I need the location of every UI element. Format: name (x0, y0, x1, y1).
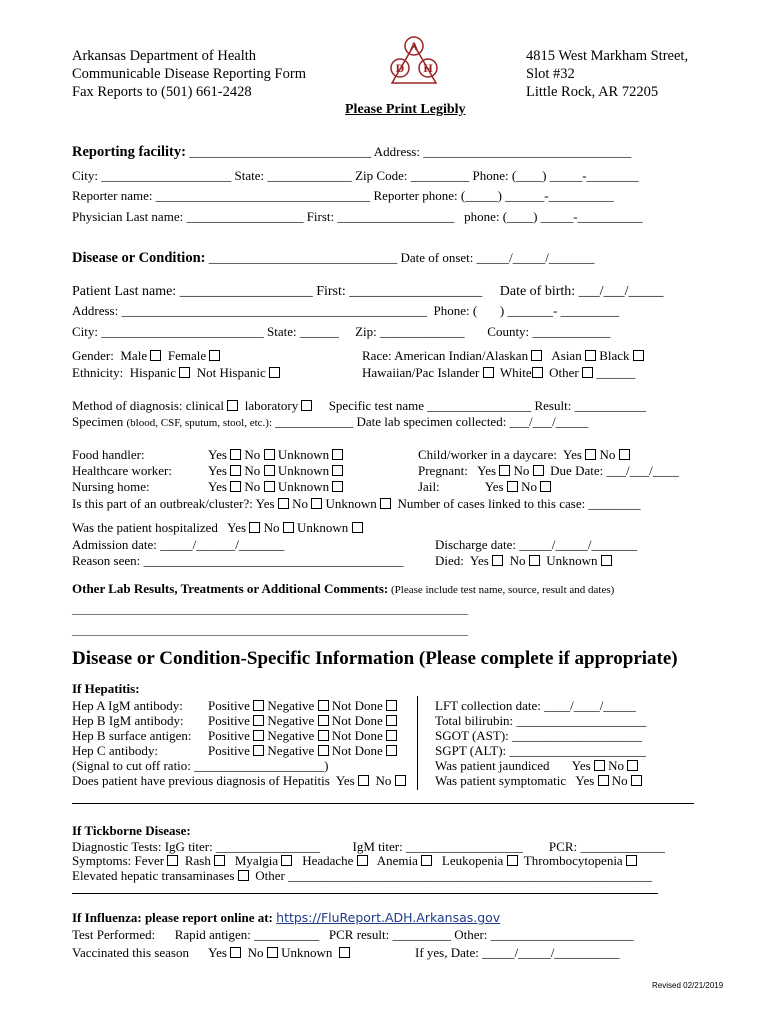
food-handler-options: Yes No Unknown (208, 447, 343, 462)
hep-a-options: Positive Negative Not Done (208, 698, 397, 713)
agency-name: Arkansas Department of Health (72, 48, 257, 64)
died-yes-checkbox[interactable] (492, 555, 503, 566)
fever-checkbox[interactable] (167, 855, 178, 866)
myalgia-checkbox[interactable] (281, 855, 292, 866)
symptomatic-yes-checkbox[interactable] (598, 775, 609, 786)
died-unknown-checkbox[interactable] (601, 555, 612, 566)
nursing-home-label: Nursing home: (72, 479, 150, 494)
comments-line-1[interactable]: ________________________________________________________________________ (72, 604, 468, 616)
not-hispanic-checkbox[interactable] (269, 367, 280, 378)
hepatitis-divider (417, 696, 418, 790)
outbreak-unknown-checkbox[interactable] (380, 498, 391, 509)
symptomatic-no-checkbox[interactable] (631, 775, 642, 786)
hep-b-igm-label: Hep B IgM antibody: (72, 713, 184, 728)
hep-b-igm-notdone-checkbox[interactable] (386, 715, 397, 726)
hep-b-igm-options: Positive Negative Not Done (208, 713, 397, 728)
gender-row: Gender: Male Female (72, 348, 220, 363)
address-city: Little Rock, AR 72205 (526, 84, 659, 100)
address-street: 4815 West Markham Street, (526, 48, 689, 64)
reporter-name-line[interactable]: Reporter name: _________________________________ Reporter phone: (_____) ______-__________ (72, 188, 614, 203)
influenza-tests-row[interactable]: Test Performed: Rapid antigen: __________ PCR result: _________ Other: ______________________ (72, 927, 634, 942)
jaundiced-no-checkbox[interactable] (627, 760, 638, 771)
pregnant-row: Pregnant: Yes No Due Date: ___/___/____ (418, 463, 679, 478)
cases-linked-field[interactable]: Number of cases linked to this case: ________ (397, 496, 641, 511)
disease-condition-line[interactable]: Disease or Condition: _____________________________ Date of onset: _____/_____/_______ (72, 250, 595, 266)
flu-report-link[interactable]: https://FluReport.ADH.Arkansas.gov (276, 910, 501, 925)
daycare-no-checkbox[interactable] (619, 449, 630, 460)
hep-b-surface-negative-checkbox[interactable] (318, 730, 329, 741)
daycare-yes-checkbox[interactable] (585, 449, 596, 460)
outbreak-no-checkbox[interactable] (311, 498, 322, 509)
food-no-checkbox[interactable] (264, 449, 275, 460)
hep-b-igm-negative-checkbox[interactable] (318, 715, 329, 726)
vaccinated-row: Vaccinated this season Yes No Unknown (72, 945, 350, 960)
bilirubin-field[interactable]: Total bilirubin: ____________________ (435, 713, 647, 728)
previous-hepatitis-row: Does patient have previous diagnosis of Hepatitis Yes No (72, 773, 406, 788)
hospitalized-yes-checkbox[interactable] (249, 522, 260, 533)
hep-b-igm-positive-checkbox[interactable] (253, 715, 264, 726)
logo-letter-a: A (409, 39, 419, 53)
anemia-checkbox[interactable] (421, 855, 432, 866)
symptomatic-row: Was patient symptomatic Yes No (435, 773, 642, 788)
white-checkbox[interactable] (532, 367, 543, 378)
hep-a-label: Hep A IgM antibody: (72, 698, 183, 713)
black-checkbox[interactable] (633, 350, 644, 361)
vaccinated-yes-checkbox[interactable] (230, 947, 241, 958)
logo-letter-d: D (395, 61, 405, 75)
tickborne-other-field[interactable]: ________________________________________________________ (284, 868, 653, 883)
hepatitis-bottom-rule (72, 803, 694, 804)
diagnosis-method-row: Method of diagnosis: clinical laboratory Specific test name ________________ Result: ___________ (72, 398, 647, 413)
address-slot: Slot #32 (526, 66, 575, 82)
previous-yes-checkbox[interactable] (358, 775, 369, 786)
tickborne-symptoms-row: Symptoms: Fever Rash Myalgia Headache Anemia Leukopenia Thrombocytopenia (72, 853, 637, 868)
jail-yes-checkbox[interactable] (507, 481, 518, 492)
food-unknown-checkbox[interactable] (332, 449, 343, 460)
food-handler-label: Food handler: (72, 447, 145, 462)
revision-date: Revised 02/21/2019 (652, 981, 724, 990)
nursing-unknown-checkbox[interactable] (332, 481, 343, 492)
logo-letter-h: H (423, 61, 433, 75)
rash-checkbox[interactable] (214, 855, 225, 866)
comments-line-2[interactable]: ________________________________________________________________________ (72, 625, 468, 637)
specific-test-field[interactable]: Specific test name ________________ Result: ___________ (328, 398, 647, 413)
vaccinated-unknown-checkbox[interactable] (339, 947, 350, 958)
healthcare-unknown-checkbox[interactable] (332, 465, 343, 476)
ethnicity-row: Ethnicity: Hispanic Not Hispanic (72, 365, 280, 380)
hepatitis-heading: If Hepatitis: (72, 681, 140, 696)
physician-line[interactable]: Physician Last name: __________________ First: __________________ phone: (____) _____-__________ (72, 209, 643, 224)
hep-b-surface-notdone-checkbox[interactable] (386, 730, 397, 741)
vaccination-date-field[interactable]: If yes, Date: _____/_____/__________ (415, 945, 620, 960)
hep-b-surface-options: Positive Negative Not Done (208, 728, 397, 743)
race-row: Race: American Indian/Alaskan Asian Black (362, 348, 644, 363)
outbreak-yes-checkbox[interactable] (278, 498, 289, 509)
patient-address-line[interactable]: Address: _______________________________________________ Phone: ( ) _______- _________ (72, 303, 620, 318)
female-checkbox[interactable] (209, 350, 220, 361)
hospitalized-unknown-checkbox[interactable] (352, 522, 363, 533)
hawaiian-checkbox[interactable] (483, 367, 494, 378)
healthcare-no-checkbox[interactable] (264, 465, 275, 476)
hep-c-positive-checkbox[interactable] (253, 745, 264, 756)
jaundiced-row: Was patient jaundiced Yes No (435, 758, 638, 773)
pregnant-yes-checkbox[interactable] (499, 465, 510, 476)
jaundiced-yes-checkbox[interactable] (594, 760, 605, 771)
hep-b-surface-positive-checkbox[interactable] (253, 730, 264, 741)
nursing-yes-checkbox[interactable] (230, 481, 241, 492)
comments-heading: Other Lab Results, Treatments or Additional Comments: (Please include test name, source, result and dates) (72, 581, 615, 596)
asian-checkbox[interactable] (585, 350, 596, 361)
food-yes-checkbox[interactable] (230, 449, 241, 460)
hispanic-checkbox[interactable] (179, 367, 190, 378)
elevated-transaminases-row: Elevated hepatic transaminases Other ________________________________________________________ (72, 868, 653, 883)
race-row-2: Hawaiian/Pac Islander White Other ______ (362, 365, 636, 380)
influenza-heading: If Influenza: please report online at: https://FluReport.ADH.Arkansas.gov (72, 910, 501, 925)
fax-number: Fax Reports to (501) 661-2428 (72, 84, 252, 100)
outbreak-row: Is this part of an outbreak/cluster?: Yes No Unknown Number of cases linked to this case: ________ (72, 496, 641, 511)
pregnant-no-checkbox[interactable] (533, 465, 544, 476)
hep-c-label: Hep C antibody: (72, 743, 158, 758)
male-checkbox[interactable] (150, 350, 161, 361)
lft-date-field[interactable]: LFT collection date: ____/____/_____ (435, 698, 636, 713)
headache-checkbox[interactable] (357, 855, 368, 866)
thrombocytopenia-checkbox[interactable] (626, 855, 637, 866)
healthcare-yes-checkbox[interactable] (230, 465, 241, 476)
healthcare-worker-label: Healthcare worker: (72, 463, 172, 478)
tickborne-heading: If Tickborne Disease: (72, 823, 191, 838)
discharge-date-field[interactable]: Discharge date: _____/_____/_______ (435, 537, 637, 552)
reporting-facility-line[interactable]: Reporting facility: ____________________________ Address: ________________________________ (72, 144, 632, 160)
specific-info-heading: Disease or Condition-Specific Information (Please complete if appropriate) (72, 648, 678, 669)
nursing-no-checkbox[interactable] (264, 481, 275, 492)
hep-c-negative-checkbox[interactable] (318, 745, 329, 756)
specimen-row[interactable]: Specimen (blood, CSF, sputum, stool, etc.): ____________ Date lab specimen collected: ___/___/_____ (72, 414, 589, 429)
daycare-row: Child/worker in a daycare: Yes No (418, 447, 630, 462)
reporting-city-line[interactable]: City: ____________________ State: _____________ Zip Code: _________ Phone: (____) _____-________ (72, 168, 639, 183)
form-title: Communicable Disease Reporting Form (72, 66, 306, 82)
healthcare-options: Yes No Unknown (208, 463, 343, 478)
hep-a-negative-checkbox[interactable] (318, 700, 329, 711)
vaccinated-no-checkbox[interactable] (267, 947, 278, 958)
hep-a-positive-checkbox[interactable] (253, 700, 264, 711)
print-legibly-title: Please Print Legibly (345, 102, 466, 117)
hep-b-surface-label: Hep B surface antigen: (72, 728, 192, 743)
sgot-field[interactable]: SGOT (AST): ____________________ (435, 728, 643, 743)
hep-c-notdone-checkbox[interactable] (386, 745, 397, 756)
elevated-checkbox[interactable] (238, 870, 249, 881)
previous-no-checkbox[interactable] (395, 775, 406, 786)
nursing-options: Yes No Unknown (208, 479, 343, 494)
hep-c-options: Positive Negative Not Done (208, 743, 397, 758)
died-no-checkbox[interactable] (529, 555, 540, 566)
reason-seen-field[interactable]: Reason seen: ________________________________________ (72, 553, 404, 568)
jail-no-checkbox[interactable] (540, 481, 551, 492)
signal-ratio-field[interactable]: (Signal to cut off ratio: ____________________) (72, 758, 329, 773)
jail-row: Jail: Yes No (418, 479, 551, 494)
laboratory-checkbox[interactable] (301, 400, 312, 411)
clinical-checkbox[interactable] (227, 400, 238, 411)
died-row: Died: Yes No Unknown (435, 553, 612, 568)
hospitalized-row: Was the patient hospitalized Yes No Unknown (72, 520, 363, 535)
american-indian-checkbox[interactable] (531, 350, 542, 361)
tickborne-tests-row[interactable]: Diagnostic Tests: IgG titer: ________________ IgM titer: __________________ PCR: _____________ (72, 839, 665, 854)
due-date-field[interactable]: Due Date: ___/___/____ (550, 463, 679, 478)
adh-logo (384, 35, 444, 93)
tickborne-bottom-rule (72, 893, 658, 894)
admission-date-field[interactable]: Admission date: _____/______/_______ (72, 537, 285, 552)
hep-a-notdone-checkbox[interactable] (386, 700, 397, 711)
hospitalized-no-checkbox[interactable] (283, 522, 294, 533)
other-race-checkbox[interactable] (582, 367, 593, 378)
patient-name-line[interactable]: Patient Last name: ___________________ First: ___________________ Date of birth: ___/___/_____ (72, 284, 664, 299)
leukopenia-checkbox[interactable] (507, 855, 518, 866)
patient-city-line[interactable]: City: _________________________ State: ______ Zip: _____________ County: ____________ (72, 324, 611, 339)
sgpt-field[interactable]: SGPT (ALT): _____________________ (435, 743, 646, 758)
